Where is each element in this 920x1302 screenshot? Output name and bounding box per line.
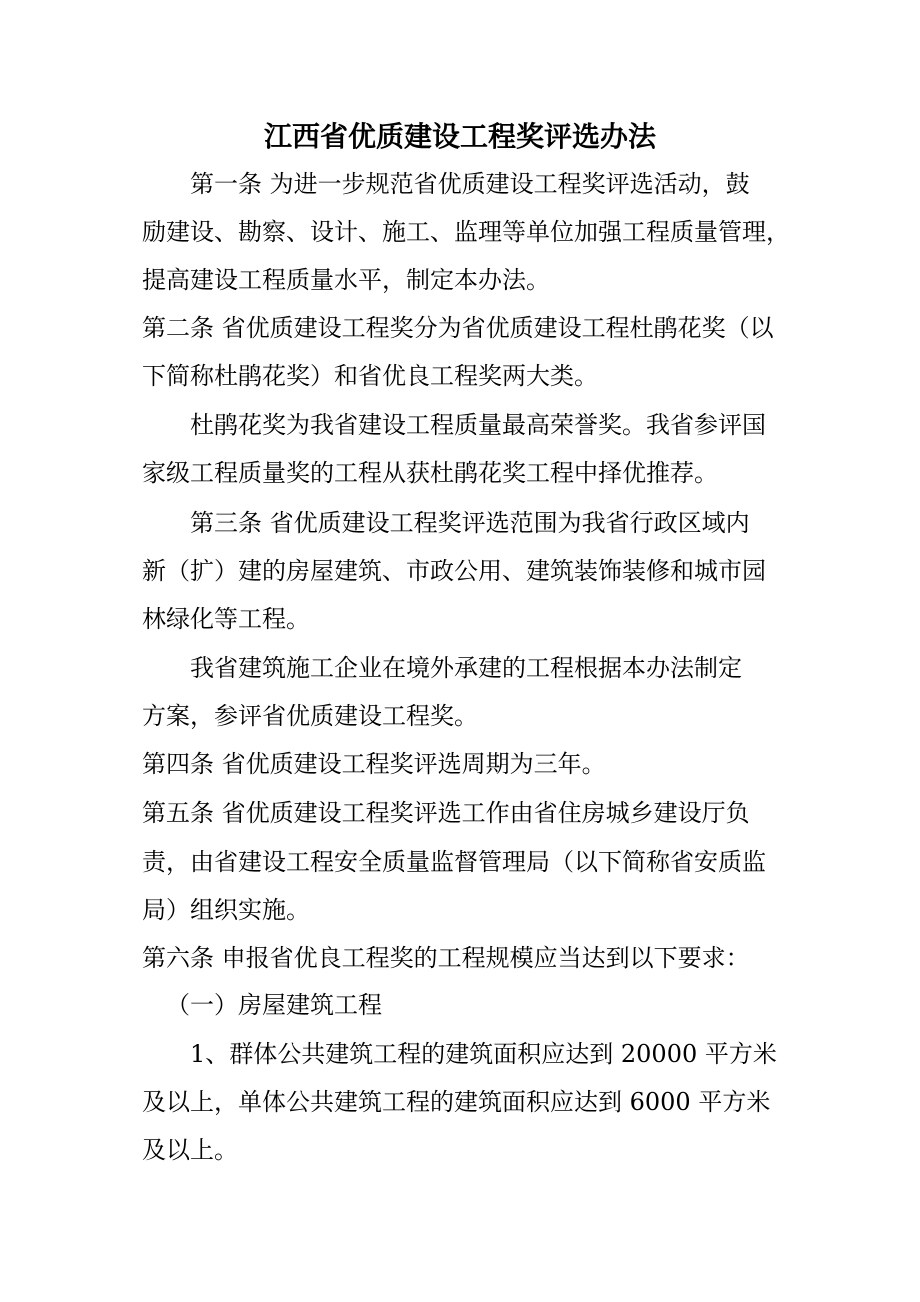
- text-line: 提高建设工程质量水平，制定本办法。: [142, 266, 550, 294]
- text-line: 局）组织实施。: [142, 896, 310, 924]
- text-line: 家级工程质量奖的工程从获杜鹃花奖工程中择优推荐。: [142, 459, 718, 487]
- text-line: 及以上，单体公共建筑工程的建筑面积应达到 6000 平方米: [142, 1088, 771, 1116]
- text-line: 林绿化等工程。: [142, 605, 310, 633]
- text-line: 第六条 申报省优良工程奖的工程规模应当达到以下要求：: [142, 944, 750, 972]
- document-title: 江西省优质建设工程奖评选办法: [263, 120, 656, 153]
- text-line: 新（扩）建的房屋建筑、市政公用、建筑装饰装修和城市园: [142, 557, 766, 585]
- text-line: 我省建筑施工企业在境外承建的工程根据本办法制定: [190, 654, 742, 682]
- text-line: 第一条 为进一步规范省优质建设工程奖评选活动，鼓: [190, 170, 750, 198]
- text-line: 责，由省建设工程安全质量监督管理局（以下简称省安质监: [142, 848, 766, 876]
- text-line: 杜鹃花奖为我省建设工程质量最高荣誉奖。我省参评国: [190, 411, 766, 439]
- text-line: 及以上。: [142, 1136, 238, 1164]
- text-line: 第二条 省优质建设工程奖分为省优质建设工程杜鹃花奖（以: [142, 314, 774, 342]
- text-line: 第五条 省优质建设工程奖评选工作由省住房城乡建设厅负: [142, 799, 750, 827]
- text-line: 1、群体公共建筑工程的建筑面积应达到 20000 平方米: [190, 1040, 777, 1068]
- text-line: （一）房屋建筑工程: [166, 991, 382, 1019]
- text-line: 第三条 省优质建设工程奖评选范围为我省行政区域内: [190, 509, 750, 537]
- text-line: 第四条 省优质建设工程奖评选周期为三年。: [142, 750, 606, 778]
- text-line: 下简称杜鹃花奖）和省优良工程奖两大类。: [142, 362, 598, 390]
- text-line: 励建设、勘察、设计、施工、监理等单位加强工程质量管理，: [142, 218, 790, 246]
- text-line: 方案，参评省优质建设工程奖。: [142, 702, 478, 730]
